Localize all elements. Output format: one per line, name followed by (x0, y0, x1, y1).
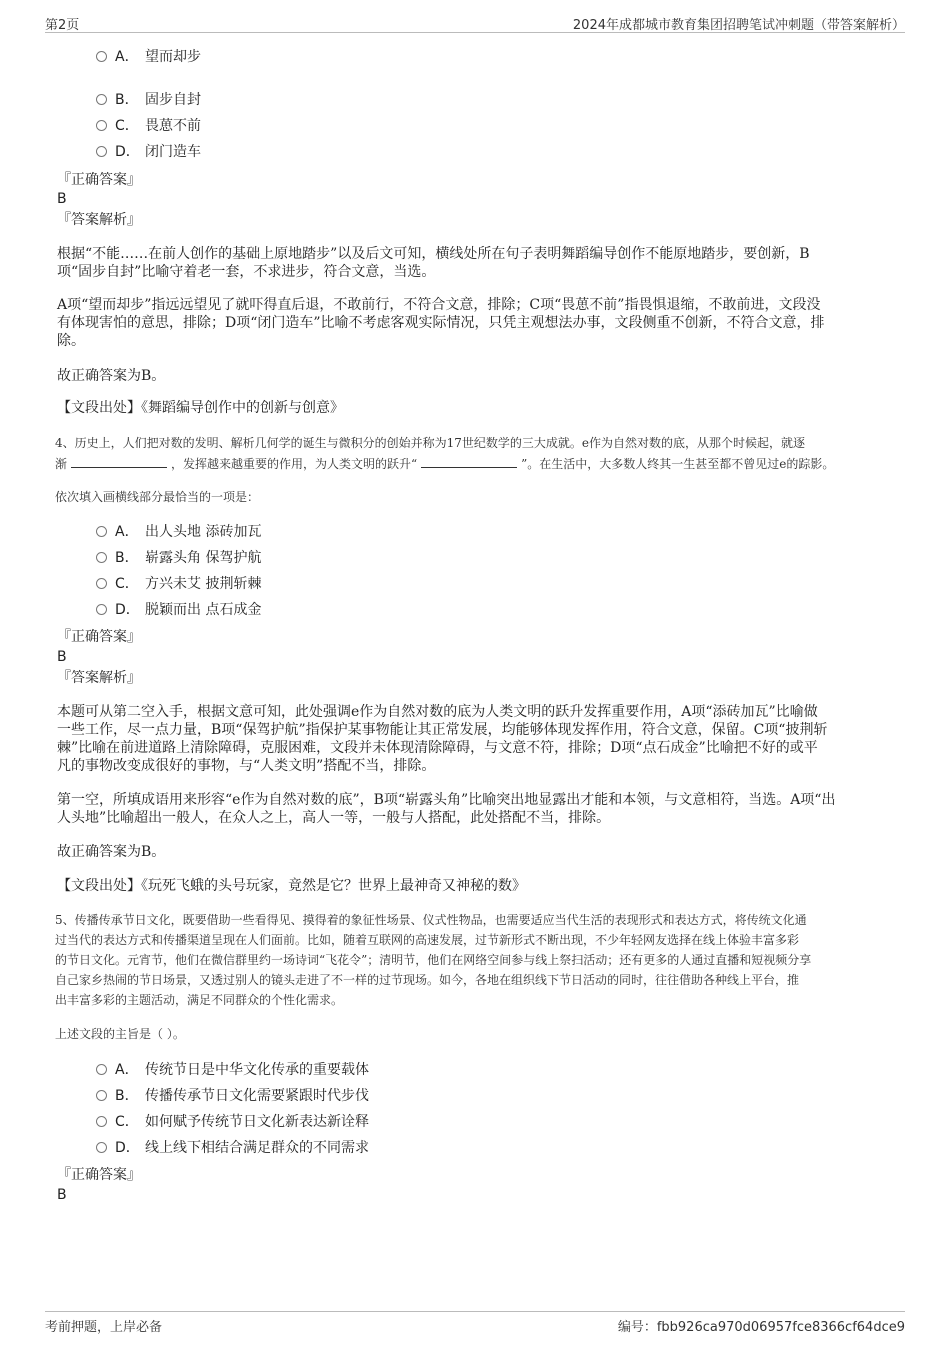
q4-option-b[interactable]: B． 崭露头角 保驾护航 (96, 548, 261, 568)
q4-stem-l1: 4、历史上，人们把对数的发明、解析几何学的诞生与微积分的创始并称为17世纪数学的三大成就。e作为自然对数的底，从那个时候起，就逐 (55, 436, 806, 450)
q5-stem-l1: 5、传播传承节日文化，既要借助一些看得见、摸得着的象征性场景、仪式性物品，也需要适应当代生活的表现形式和表达方式，将传统文化通 (55, 913, 807, 927)
q4-analysis-p1-l1: 本题可从第二空入手，根据文意可知，此处强调e作为自然对数的底为人类文明的跃升发挥重要作用，A项“添砖加瓦”比喻做 (57, 704, 818, 720)
q5-stem-l4: 自己家乡热闹的节日场景，又透过别人的镜头走进了不一样的过节现场。如今，各地在组织线下节日活动的同时，往往借助各种线上平台，推 (55, 973, 800, 987)
radio-icon[interactable] (96, 578, 107, 589)
q4-source: 【文段出处】《玩死飞蛾的头号玩家，竟然是它？世界上最神奇又神秘的数》 (57, 878, 526, 894)
q4-conclusion: 故正确答案为B。 (57, 844, 166, 860)
q3-option-a[interactable]: A． 望而却步 (96, 47, 201, 67)
radio-icon[interactable] (96, 1116, 107, 1127)
q4-analysis-p2-l2: 人头地”比喻超出一般人，在众人之上，高人一等，一般与人搭配，此处搭配不当，排除。 (57, 810, 611, 826)
q3-option-c[interactable]: C． 畏葸不前 (96, 116, 201, 136)
radio-icon[interactable] (96, 146, 107, 157)
q4-option-a[interactable]: A． 出人头地 添砖加瓦 (96, 522, 261, 542)
q5-option-a[interactable]: A． 传统节日是中华文化传承的重要载体 (96, 1060, 369, 1080)
radio-icon[interactable] (96, 526, 107, 537)
q5-stem-l3: 的节日文化。元宵节，他们在微信群里约一场诗词“飞花令”；清明节，他们在网络空间参与线上祭扫活动；还有更多的人通过直播和短视频分享 (55, 953, 812, 967)
q4-analysis-p2-l1: 第一空，所填成语用来形容“e作为自然对数的底”，B项“崭露头角”比喻突出地显露出才能和本领，与文意相符，当选。A项“出 (57, 792, 836, 808)
q3-analysis-p1-l2: 项“固步自封”比喻守着老一套，不求进步，符合文意，当选。 (57, 264, 436, 280)
q4-answer-label: 『正确答案』 (57, 629, 141, 645)
q5-answer: B (57, 1187, 67, 1203)
q3-conclusion: 故正确答案为B。 (57, 368, 166, 384)
q3-option-b[interactable]: B． 固步自封 (96, 90, 201, 110)
q3-source: 【文段出处】《舞蹈编导创作中的创新与创意》 (57, 400, 344, 416)
q4-prompt: 依次填入画横线部分最恰当的一项是： (55, 490, 260, 504)
page-number: 第2页 (45, 18, 80, 33)
q5-answer-label: 『正确答案』 (57, 1167, 141, 1183)
radio-icon[interactable] (96, 51, 107, 62)
q4-analysis-p1-l3: 棘”比喻在前进道路上清除障碍，克服困难，文段并未体现清除障碍，与文意不符，排除；D项“点石成金”比喻把不好的或平 (57, 740, 818, 756)
page-footer (45, 1311, 905, 1336)
q4-analysis-p1-l4: 凡的事物改变成很好的事物，与“人类文明”搭配不当，排除。 (57, 758, 436, 774)
blank-line (421, 455, 517, 468)
q4-analysis-p1-l2: 一些工作，尽一点力量，B项“保驾护航”指保护某事物能让其正常发展，均能够体现发挥作用，符合文意，保留。C项“披荆斩 (57, 722, 828, 738)
q3-analysis-p2-l2: 有体现害怕的意思，排除；D项“闭门造车”比喻不考虑客观实际情况，只凭主观想法办事，文段侧重不创新，不符合文意，排 (57, 315, 825, 331)
q3-answer-label: 『正确答案』 (57, 172, 141, 188)
q4-answer: B (57, 649, 67, 665)
document-id: 编号：fbb926ca970d06957fce8366cf64dce9 (617, 1320, 905, 1335)
q3-answer: B (57, 191, 67, 207)
radio-icon[interactable] (96, 94, 107, 105)
radio-icon[interactable] (96, 1142, 107, 1153)
q3-option-d[interactable]: D． 闭门造车 (96, 142, 201, 162)
q3-analysis-p2-l3: 除。 (57, 333, 85, 349)
blank-line (71, 455, 167, 468)
q5-stem-l5: 出丰富多彩的主题活动，满足不同群众的个性化需求。 (55, 993, 344, 1007)
q5-option-b[interactable]: B． 传播传承节日文化需要紧跟时代步伐 (96, 1086, 369, 1106)
q3-analysis-p2-l1: A项“望而却步”指远远望见了就吓得直后退，不敢前行，不符合文意，排除；C项“畏葸不前”指畏惧退缩，不敢前进，文段没 (57, 297, 821, 313)
page-header (45, 14, 905, 33)
radio-icon[interactable] (96, 604, 107, 615)
q5-stem-l2: 过当代的表达方式和传播渠道呈现在人们面前。比如，随着互联网的高速发展，过节新形式不断出现，不少年轻网友选择在线上体验丰富多彩 (55, 933, 800, 947)
q4-option-d[interactable]: D． 脱颖而出 点石成金 (96, 600, 261, 620)
q4-option-c[interactable]: C． 方兴未艾 披荆斩棘 (96, 574, 261, 594)
footer-slogan: 考前押题，上岸必备 (45, 1320, 163, 1335)
q5-option-c[interactable]: C． 如何赋予传统节日文化新表达新诠释 (96, 1112, 369, 1132)
radio-icon[interactable] (96, 120, 107, 131)
q4-stem-l2: 渐 ，发挥越来越重要的作用，为人类文明的跃升“ ”。在生活中，大多数人终其一生甚至都不曾见过e的踪影。 (55, 457, 835, 471)
document-title: 2024年成都城市教育集团招聘笔试冲刺题（带答案解析） (572, 18, 905, 33)
radio-icon[interactable] (96, 1090, 107, 1101)
q3-analysis-p1-l1: 根据“不能……在前人创作的基础上原地踏步”以及后文可知，横线处所在句子表明舞蹈编导创作不能原地踏步，要创新，B (57, 246, 810, 262)
radio-icon[interactable] (96, 552, 107, 563)
q5-option-d[interactable]: D． 线上线下相结合满足群众的不同需求 (96, 1138, 369, 1158)
q3-analysis-label: 『答案解析』 (57, 212, 141, 228)
q4-analysis-label: 『答案解析』 (57, 670, 141, 686)
q5-prompt: 上述文段的主旨是（ ）。 (55, 1027, 185, 1041)
radio-icon[interactable] (96, 1064, 107, 1075)
